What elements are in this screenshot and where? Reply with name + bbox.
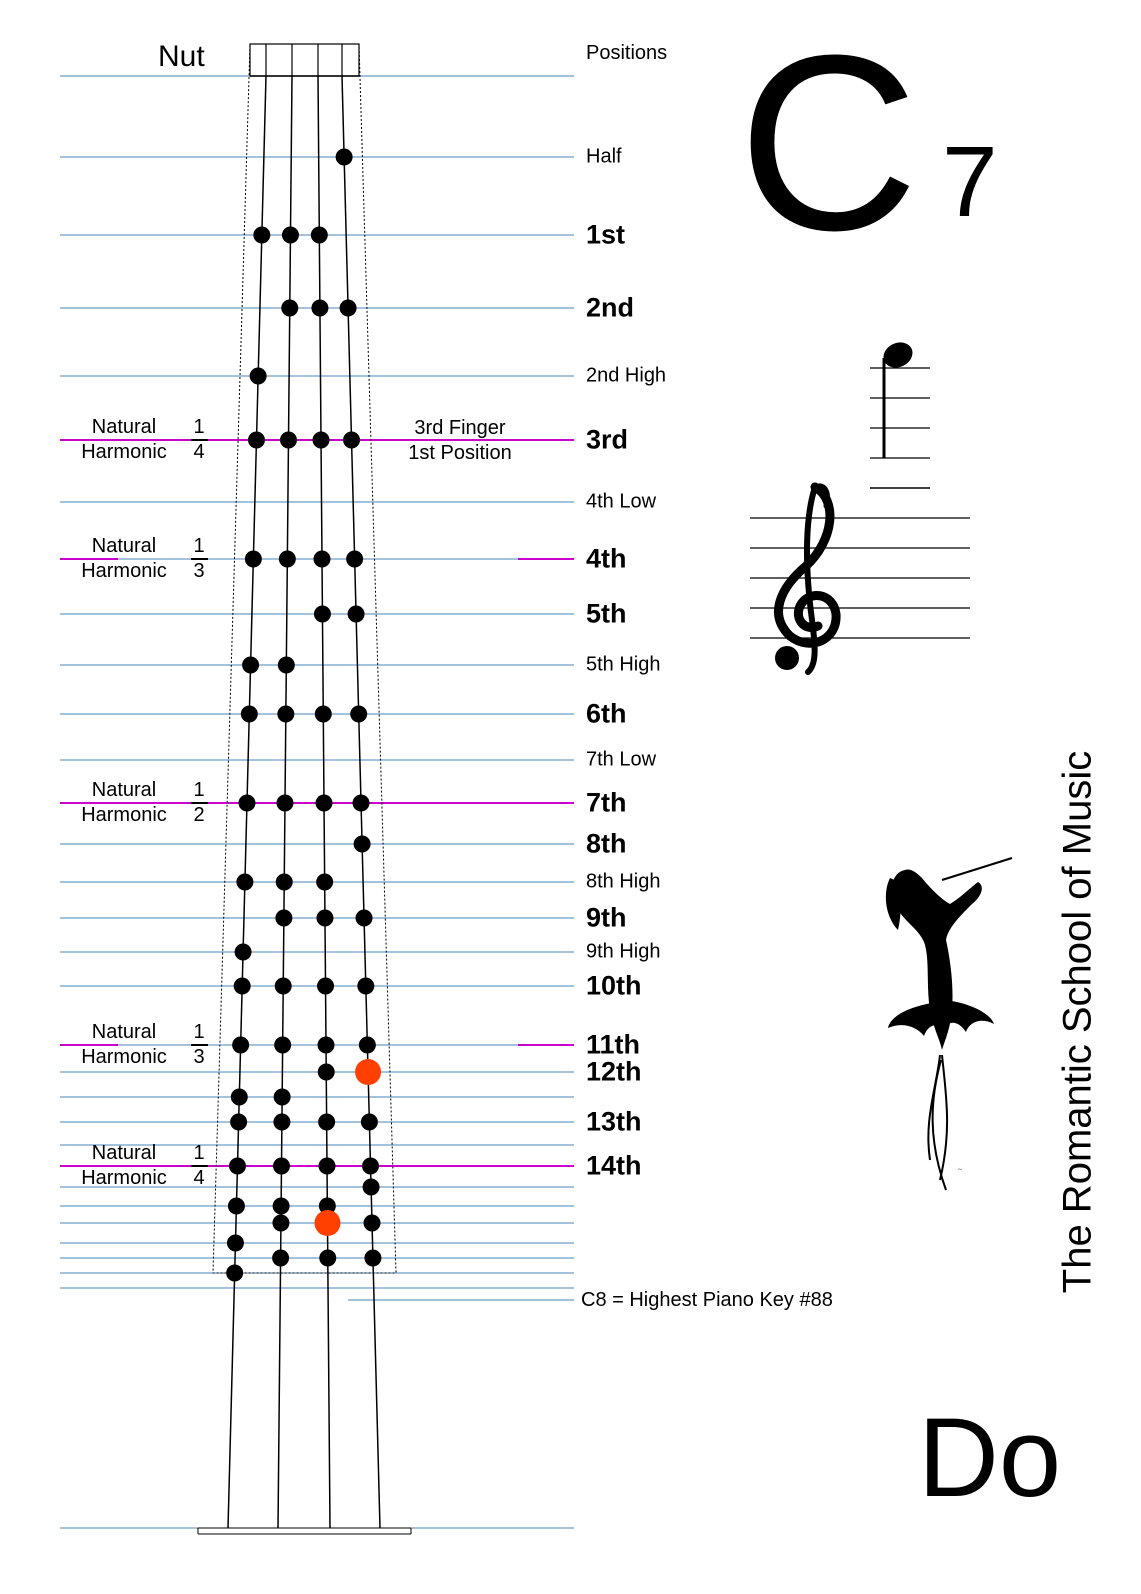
finger-dot: [364, 1250, 381, 1267]
harmonic-fraction-bar: [191, 439, 208, 441]
position-label: 9th: [586, 902, 627, 933]
finger-dot: [350, 706, 367, 723]
harmonic-fraction-bar: [191, 1165, 208, 1167]
finger-dot: [357, 978, 374, 995]
position-label: 6th: [586, 698, 627, 729]
finger-dot: [273, 1198, 290, 1215]
position-label: 1st: [586, 219, 626, 250]
finger-dot: [316, 795, 333, 812]
finger-dot: [274, 1037, 291, 1054]
finger-dot: [313, 551, 330, 568]
solfege-syllable: Do: [918, 1395, 1062, 1520]
harmonic-word-natural: Natural: [91, 416, 157, 438]
violinist-silhouette: [886, 858, 1012, 1190]
finger-dot: [273, 1114, 290, 1131]
harmonic-numerator: 1: [193, 1142, 205, 1164]
harmonic-numerator: 1: [193, 535, 205, 557]
finger-dot: [228, 1198, 245, 1215]
finger-dot: [316, 874, 333, 891]
harmonic-numerator: 1: [193, 779, 205, 801]
finger-dot: [238, 795, 255, 812]
finger-dot: [353, 795, 370, 812]
harmonic-fraction-bar: [191, 558, 208, 560]
position-label: 5th High: [586, 653, 661, 676]
position-label: Half: [586, 145, 622, 168]
finger-dot: [276, 795, 293, 812]
finger-dot: [272, 1250, 289, 1267]
dancer-bow: [942, 858, 1012, 880]
finger-dot: [359, 1037, 376, 1054]
finger-dot: [274, 1089, 291, 1106]
finger-dot: [235, 944, 252, 961]
finger-dot: [278, 657, 295, 674]
finger-dots: [226, 149, 381, 1282]
finger-dot: [232, 1037, 249, 1054]
finger-dot: [242, 657, 259, 674]
harmonic-word-harmonic: Harmonic: [81, 441, 167, 463]
dancer-caption: ~: [958, 1166, 962, 1174]
finger-dot: [318, 1064, 335, 1081]
root-note-dot: [314, 1210, 340, 1236]
finger-dot: [230, 1114, 247, 1131]
finger-dot: [280, 432, 297, 449]
finger-dot: [273, 1158, 290, 1175]
position-label: 2nd High: [586, 364, 667, 387]
finger-dot: [362, 1158, 379, 1175]
finger-dot: [340, 300, 357, 317]
music-staff: [750, 338, 970, 672]
finger-dot: [276, 874, 293, 891]
harmonic-word-natural: Natural: [91, 535, 157, 557]
fingerboard: [198, 44, 411, 1534]
finger-dot: [234, 978, 251, 995]
finger-dot: [346, 551, 363, 568]
harmonic-word-harmonic: Harmonic: [81, 560, 167, 582]
finger-dot: [363, 1179, 380, 1196]
treble-clef-tail: [775, 646, 799, 670]
finger-dot: [226, 1265, 243, 1282]
third-finger-line1: 3rd Finger: [414, 417, 506, 439]
harmonic-word-harmonic: Harmonic: [81, 1046, 167, 1068]
third-finger-note: [398, 416, 522, 466]
root-note-dot: [355, 1059, 381, 1085]
harmonic-denominator: 4: [193, 441, 205, 463]
position-label: 8th High: [586, 870, 661, 893]
finger-dot: [241, 706, 258, 723]
finger-dot: [282, 227, 299, 244]
position-label: 2nd: [586, 292, 635, 323]
finger-dot: [275, 978, 292, 995]
positions-header: Positions: [586, 42, 668, 64]
position-label: 4th Low: [586, 490, 657, 513]
position-label: 4th: [586, 543, 627, 574]
finger-dot: [314, 606, 331, 623]
finger-dot: [279, 551, 296, 568]
harmonic-word-natural: Natural: [91, 1021, 157, 1043]
finger-dot: [318, 1037, 335, 1054]
position-label: 12th: [586, 1056, 642, 1087]
finger-dot: [236, 874, 253, 891]
finger-dot: [275, 910, 292, 927]
finger-dot: [253, 227, 270, 244]
finger-dot: [316, 910, 333, 927]
finger-dot: [231, 1089, 248, 1106]
finger-dot: [319, 1158, 336, 1175]
position-label: 7th Low: [586, 748, 657, 771]
position-label: 3rd: [586, 424, 629, 455]
chord-extension: 7: [942, 126, 998, 238]
harmonic-word-natural: Natural: [91, 779, 157, 801]
harmonic-fraction-bar: [191, 802, 208, 804]
position-label: 10th: [586, 970, 642, 1001]
finger-dot: [318, 1114, 335, 1131]
finger-dot: [272, 1215, 289, 1232]
harmonic-denominator: 2: [193, 804, 205, 826]
finger-dot: [281, 300, 298, 317]
harmonic-denominator: 4: [193, 1167, 205, 1189]
position-label: 11th: [586, 1029, 641, 1060]
third-finger-line2: 1st Position: [408, 442, 512, 464]
harmonic-fraction-bar: [191, 1044, 208, 1046]
dancer-stems: [928, 1055, 947, 1190]
finger-dot: [313, 432, 330, 449]
finger-dot: [336, 149, 353, 166]
school-name: The Romantic School of Music: [1055, 750, 1100, 1294]
finger-dot: [364, 1215, 381, 1232]
finger-dot: [354, 836, 371, 853]
position-label: 9th High: [586, 940, 661, 963]
finger-dot: [277, 706, 294, 723]
range-note: C8 = Highest Piano Key #88: [581, 1289, 833, 1311]
finger-dot: [311, 300, 328, 317]
finger-dot: [245, 551, 262, 568]
finger-dot: [319, 1250, 336, 1267]
finger-dot: [227, 1235, 244, 1252]
finger-dot: [311, 227, 328, 244]
finger-dot: [348, 606, 365, 623]
finger-dot: [229, 1158, 246, 1175]
strings: [228, 44, 380, 1528]
finger-dot: [315, 706, 332, 723]
finger-dot: [343, 432, 360, 449]
treble-clef-icon: [779, 486, 837, 672]
harmonic-denominator: 3: [193, 1046, 205, 1068]
harmonic-word-harmonic: Harmonic: [81, 804, 167, 826]
finger-dot: [248, 432, 265, 449]
harmonic-numerator: 1: [193, 1021, 205, 1043]
position-label: 7th: [586, 787, 627, 818]
harmonic-numerator: 1: [193, 416, 205, 438]
finger-dot: [317, 978, 334, 995]
position-label: 5th: [586, 598, 627, 629]
finger-dot: [361, 1114, 378, 1131]
nut-label: Nut: [158, 40, 205, 73]
harmonic-word-natural: Natural: [91, 1142, 157, 1164]
position-label: 13th: [586, 1106, 642, 1137]
position-label: 8th: [586, 828, 627, 859]
harmonic-word-harmonic: Harmonic: [81, 1167, 167, 1189]
harmonic-denominator: 3: [193, 560, 205, 582]
finger-dot: [356, 910, 373, 927]
position-label: 14th: [586, 1150, 642, 1181]
finger-dot: [250, 368, 267, 385]
chord-root: C: [738, 3, 919, 282]
